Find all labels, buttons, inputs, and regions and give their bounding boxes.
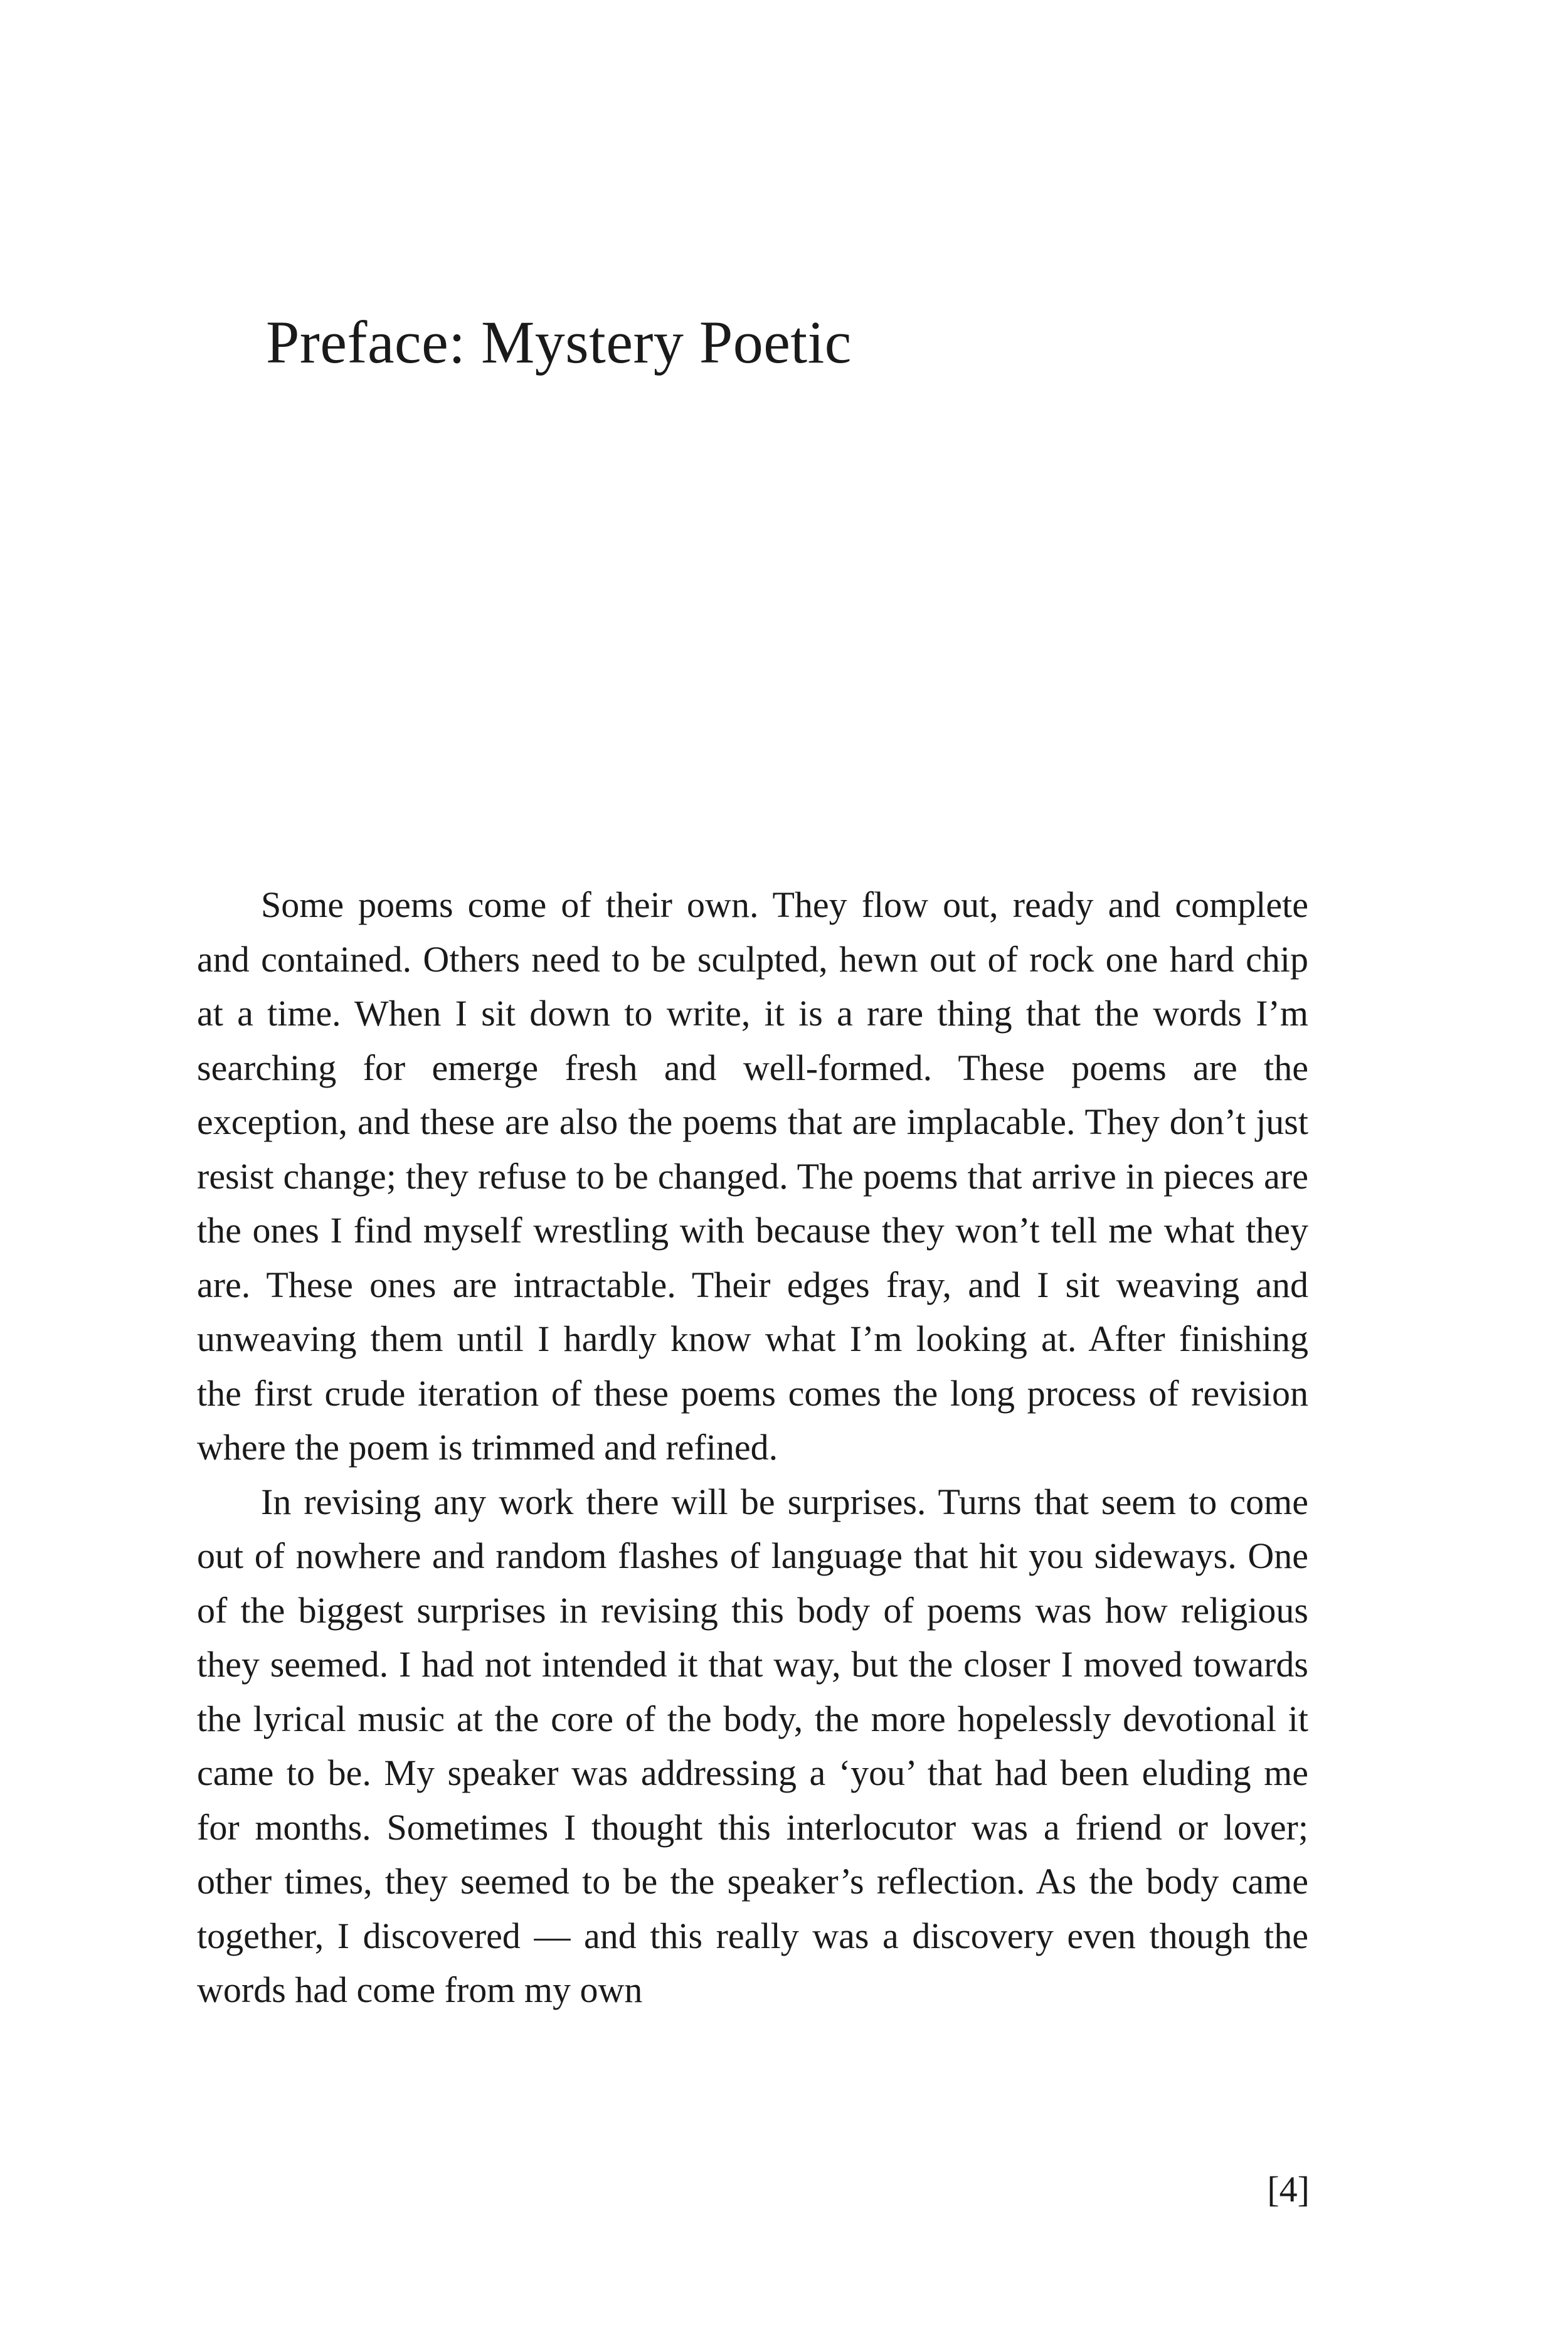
page-number: [4] <box>1267 2169 1310 2210</box>
paragraph: In revising any work there will be surprises. Turns that seem to come out of nowhere and random flashes of language that hit you sideways. One of the biggest surprises in revising this body of poems was how religious they seemed. I had not intended it that way, but the closer I moved towards the lyrical music at the core of the body, the more hopelessly devotional it came to be. My speaker was addressing a ‘you’ that had been eluding me for months. Sometimes I thought this interlocutor was a friend or lover; other times, they seemed to be the speaker’s reflection. As the body came together, I discovered — and this really was a discovery even though the words had come from my own <box>197 1481 1308 2010</box>
chapter-title: Preface: Mystery Poetic <box>266 309 852 376</box>
paragraph: Some poems come of their own. They flow out, ready and complete and contained. Others need to be sculpted, hewn out of rock one hard chip at a time. When I sit down to write, it is a rare thing that the words I’m searching for emerge fresh and well-formed. These poems are the exception, and these are also the poems that are implacable. They don’t just resist change; they refuse to be changed. The poems that arrive in pieces are the ones I find myself wrestling with because they won’t tell me what they are. These ones are intractable. Their edges fray, and I sit weaving and unweaving them until I hardly know what I’m looking at. After finishing the first crude iteration of these poems comes the long process of revision where the poem is trimmed and refined. <box>197 884 1308 1468</box>
body-text <box>197 878 1308 2018</box>
